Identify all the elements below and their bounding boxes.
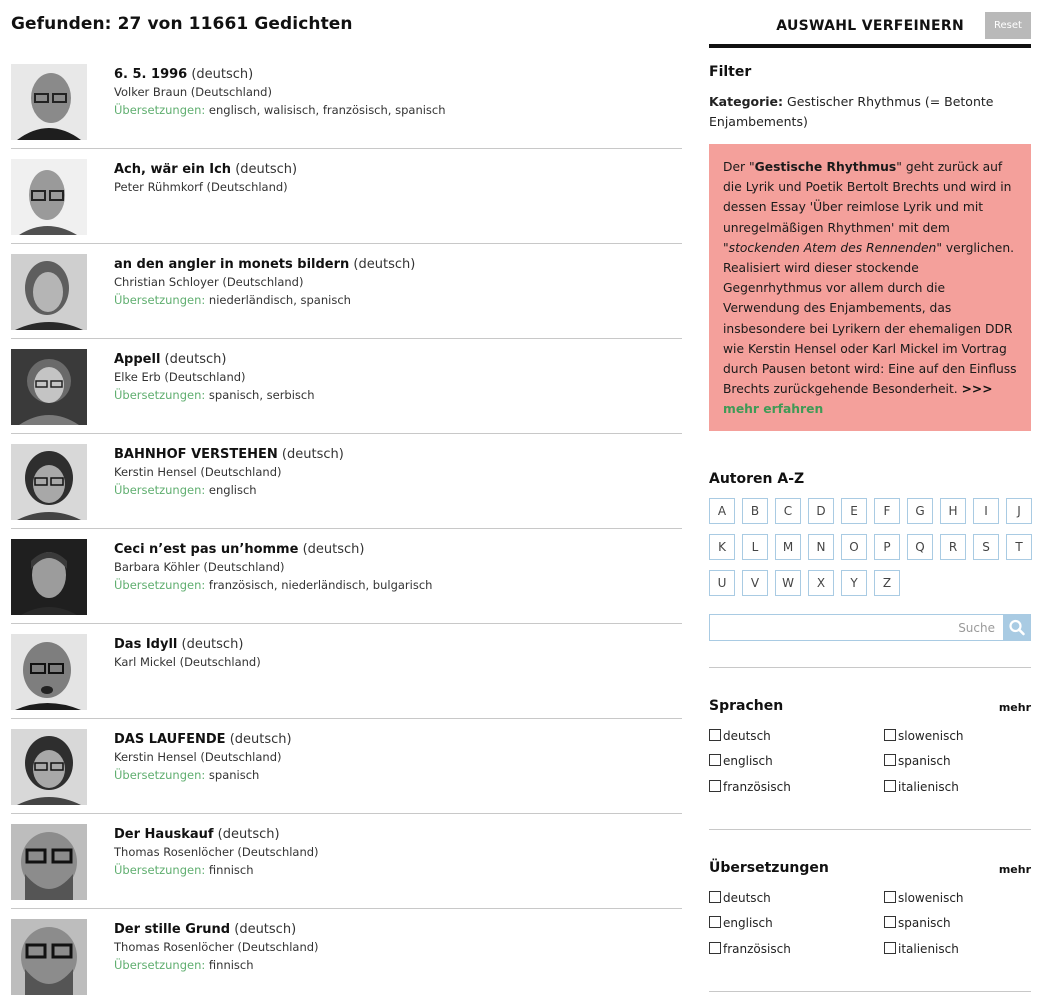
poem-author[interactable]: Christian Schloyer (Deutschland): [114, 275, 304, 289]
info-bold: Gestische Rhythmus: [754, 160, 897, 174]
checkbox[interactable]: [709, 916, 721, 928]
checkbox[interactable]: [884, 780, 896, 792]
divider: [709, 667, 1031, 668]
search-input[interactable]: [709, 614, 1003, 641]
checkbox[interactable]: [709, 780, 721, 792]
search-box: [709, 614, 1031, 641]
lang-option-deutsch[interactable]: [709, 729, 771, 743]
translations-label: Übersetzungen:: [114, 958, 206, 972]
author-photo[interactable]: [11, 254, 87, 330]
option-label: französisch: [723, 942, 791, 956]
translations-more-link[interactable]: mehr: [998, 863, 1031, 876]
poem-title-link[interactable]: BAHNHOF VERSTEHEN: [114, 447, 278, 462]
az-letter-k[interactable]: K: [709, 534, 735, 560]
magnifier-icon: [1003, 614, 1031, 641]
poem-translations: [114, 861, 674, 879]
checkbox[interactable]: [884, 754, 896, 766]
list-item: [11, 624, 682, 719]
more-info-link[interactable]: mehr erfahren: [723, 402, 824, 417]
poem-language: (deutsch): [181, 637, 244, 652]
az-letter-y[interactable]: Y: [841, 570, 867, 596]
trans-option-spanisch[interactable]: [884, 916, 951, 930]
poem-translations: [114, 386, 674, 404]
checkbox[interactable]: [709, 754, 721, 766]
poem-author[interactable]: Barbara Köhler (Deutschland): [114, 560, 285, 574]
az-letter-p[interactable]: P: [874, 534, 900, 560]
poem-language: (deutsch): [235, 162, 298, 177]
az-letter-x[interactable]: X: [808, 570, 834, 596]
checkbox[interactable]: [709, 942, 721, 954]
poem-language: (deutsch): [229, 732, 292, 747]
poem-author[interactable]: Thomas Rosenlöcher (Deutschland): [114, 940, 319, 954]
translations-label: Übersetzungen:: [114, 863, 206, 877]
poem-translations: [114, 576, 674, 594]
poem-title-link[interactable]: an den angler in monets bildern: [114, 257, 350, 272]
option-label: deutsch: [723, 891, 771, 905]
poem-translations: [114, 291, 674, 309]
category-label: Kategorie:: [709, 94, 784, 109]
author-photo[interactable]: [11, 349, 87, 425]
az-letter-s[interactable]: S: [973, 534, 999, 560]
lang-option-franzoesisch[interactable]: [709, 780, 791, 794]
poem-title-link[interactable]: Appell: [114, 352, 161, 367]
filter-sidebar: [709, 0, 1031, 1002]
refine-title: AUSWAHL VERFEINERN: [776, 18, 964, 34]
list-item: [11, 909, 682, 1002]
option-label: französisch: [723, 780, 791, 794]
lang-option-slowenisch[interactable]: [884, 729, 964, 743]
poem-language: (deutsch): [191, 67, 254, 82]
poem-language: (deutsch): [234, 922, 297, 937]
option-label: italienisch: [898, 942, 959, 956]
option-label: deutsch: [723, 729, 771, 743]
az-letter-l[interactable]: L: [742, 534, 768, 560]
trans-option-franzoesisch[interactable]: [709, 942, 791, 956]
list-item: [11, 244, 682, 339]
translations-list[interactable]: englisch, walisisch, französisch, spanisch: [208, 103, 446, 117]
lang-option-italienisch[interactable]: [884, 780, 959, 794]
lang-option-spanisch[interactable]: [884, 754, 951, 768]
poem-title-link[interactable]: Der stille Grund: [114, 922, 231, 937]
list-item: [11, 814, 682, 909]
poem-translations: [114, 766, 674, 784]
poem-author[interactable]: Elke Erb (Deutschland): [114, 370, 246, 384]
author-photo[interactable]: [11, 444, 87, 520]
list-item: [11, 529, 682, 624]
option-label: italienisch: [898, 780, 959, 794]
az-letter-a[interactable]: A: [709, 498, 735, 524]
az-letter-t[interactable]: T: [1006, 534, 1032, 560]
poem-title-link[interactable]: 6. 5. 1996: [114, 67, 188, 82]
trans-option-deutsch[interactable]: [709, 891, 771, 905]
option-label: spanisch: [898, 916, 951, 930]
poem-language: (deutsch): [302, 542, 365, 557]
results-list: [11, 54, 682, 1002]
az-letter-g[interactable]: G: [907, 498, 933, 524]
poem-title-link[interactable]: Ceci n’est pas un’homme: [114, 542, 299, 557]
trans-option-italienisch[interactable]: [884, 942, 959, 956]
lang-option-englisch[interactable]: [709, 754, 773, 768]
list-item: [11, 719, 682, 814]
category-info-box: [709, 144, 1031, 431]
info-text: Der ": [723, 160, 755, 174]
checkbox[interactable]: [709, 729, 721, 741]
option-label: englisch: [723, 754, 773, 768]
poem-author[interactable]: Peter Rühmkorf (Deutschland): [114, 180, 288, 194]
author-photo[interactable]: [11, 64, 87, 140]
poem-author[interactable]: Kerstin Hensel (Deutschland): [114, 465, 282, 479]
list-item: [11, 339, 682, 434]
az-letter-q[interactable]: Q: [907, 534, 933, 560]
poem-title-link[interactable]: Ach, wär ein Ich: [114, 162, 232, 177]
divider: [709, 991, 1031, 992]
poem-language: (deutsch): [217, 827, 280, 842]
info-text: " verglichen. Realisiert wird dieser stockende Gegenrhythmus vor allem durch die Verwendung des Enjambements, das insbesondere bei Lyrikern der ehemaligen DDR wie Kerstin Hensel oder Karl Mickel im Vortrag durch Pausen betont wird: Eine auf den Einfluss Brechts zurückgehende Besonderheit.: [723, 240, 1017, 397]
languages-more-link[interactable]: mehr: [998, 701, 1031, 714]
checkbox[interactable]: [709, 891, 721, 903]
info-text: " geht zurück auf die Lyrik und Poetik Bertolt Brechts und wird in dessen Essay 'Über reimlose Lyrik und mit unregelmäßigen Rhythmen' mit dem ": [723, 160, 1012, 255]
option-label: slowenisch: [898, 729, 964, 743]
poem-title-link[interactable]: DAS LAUFENDE: [114, 732, 226, 747]
translations-label: Übersetzungen:: [114, 483, 206, 497]
checkbox[interactable]: [884, 916, 896, 928]
translations-list[interactable]: spanisch, serbisch: [208, 388, 315, 402]
poem-translations: [114, 956, 674, 974]
search-button[interactable]: [1003, 614, 1031, 641]
translations-label: Übersetzungen:: [114, 578, 206, 592]
refine-header: [709, 12, 1031, 48]
translations-list[interactable]: finnisch: [208, 863, 254, 877]
az-letter-d[interactable]: D: [808, 498, 834, 524]
az-letter-w[interactable]: W: [775, 570, 801, 596]
author-photo[interactable]: [11, 539, 87, 615]
az-letter-r[interactable]: R: [940, 534, 966, 560]
info-italic: stockenden Atem des Rennenden: [728, 240, 937, 255]
translations-list[interactable]: spanisch: [208, 768, 260, 782]
languages-heading: Sprachen: [709, 698, 784, 714]
author-photo[interactable]: [11, 159, 87, 235]
az-letter-i[interactable]: I: [973, 498, 999, 524]
az-letter-z[interactable]: Z: [874, 570, 900, 596]
checkbox[interactable]: [884, 729, 896, 741]
checkbox[interactable]: [884, 891, 896, 903]
az-letter-c[interactable]: C: [775, 498, 801, 524]
author-photo[interactable]: [11, 919, 87, 995]
translations-label: Übersetzungen:: [114, 293, 206, 307]
az-letter-j[interactable]: J: [1006, 498, 1032, 524]
poem-language: (deutsch): [353, 257, 416, 272]
poem-language: (deutsch): [281, 447, 344, 462]
az-letter-v[interactable]: V: [742, 570, 768, 596]
checkbox[interactable]: [884, 942, 896, 954]
authors-az-heading: Autoren A-Z: [709, 471, 805, 487]
filter-heading: Filter: [709, 64, 752, 80]
az-letter-e[interactable]: E: [841, 498, 867, 524]
option-label: slowenisch: [898, 891, 964, 905]
poem-title-link[interactable]: Der Hauskauf: [114, 827, 214, 842]
trans-option-englisch[interactable]: [709, 916, 773, 930]
az-letter-m[interactable]: M: [775, 534, 801, 560]
arrows-icon: >>>: [961, 382, 993, 397]
translations-list[interactable]: niederländisch, spanisch: [208, 293, 351, 307]
az-letter-h[interactable]: H: [940, 498, 966, 524]
list-item: [11, 149, 682, 244]
poem-author[interactable]: Karl Mickel (Deutschland): [114, 655, 261, 669]
category-filter: [709, 92, 1031, 132]
category-value: Gestischer Rhythmus (= Betonte Enjambements): [709, 94, 994, 129]
author-photo[interactable]: [11, 824, 87, 900]
az-letter-o[interactable]: O: [841, 534, 867, 560]
trans-option-slowenisch[interactable]: [884, 891, 964, 905]
translations-list[interactable]: finnisch: [208, 958, 254, 972]
translations-label: Übersetzungen:: [114, 388, 206, 402]
author-photo[interactable]: [11, 634, 87, 710]
option-label: spanisch: [898, 754, 951, 768]
poem-title-link[interactable]: Das Idyll: [114, 637, 178, 652]
results-title: Gefunden: 27 von 11661 Gedichten: [11, 14, 353, 34]
list-item: [11, 434, 682, 529]
poem-author[interactable]: Thomas Rosenlöcher (Deutschland): [114, 845, 319, 859]
az-letter-f[interactable]: F: [874, 498, 900, 524]
translations-heading: Übersetzungen: [709, 860, 829, 876]
az-letter-b[interactable]: B: [742, 498, 768, 524]
list-item: [11, 54, 682, 149]
poem-translations: [114, 481, 674, 499]
option-label: englisch: [723, 916, 773, 930]
poem-language: (deutsch): [164, 352, 227, 367]
divider: [709, 829, 1031, 830]
author-photo[interactable]: [11, 729, 87, 805]
translations-label: Übersetzungen:: [114, 103, 206, 117]
translations-list[interactable]: englisch: [208, 483, 257, 497]
poem-author[interactable]: Kerstin Hensel (Deutschland): [114, 750, 282, 764]
az-letter-u[interactable]: U: [709, 570, 735, 596]
translations-label: Übersetzungen:: [114, 768, 206, 782]
poem-author[interactable]: Volker Braun (Deutschland): [114, 85, 272, 99]
az-letter-n[interactable]: N: [808, 534, 834, 560]
translations-list[interactable]: französisch, niederländisch, bulgarisch: [208, 578, 433, 592]
reset-button[interactable]: Reset: [985, 12, 1031, 39]
poem-translations: [114, 101, 674, 119]
